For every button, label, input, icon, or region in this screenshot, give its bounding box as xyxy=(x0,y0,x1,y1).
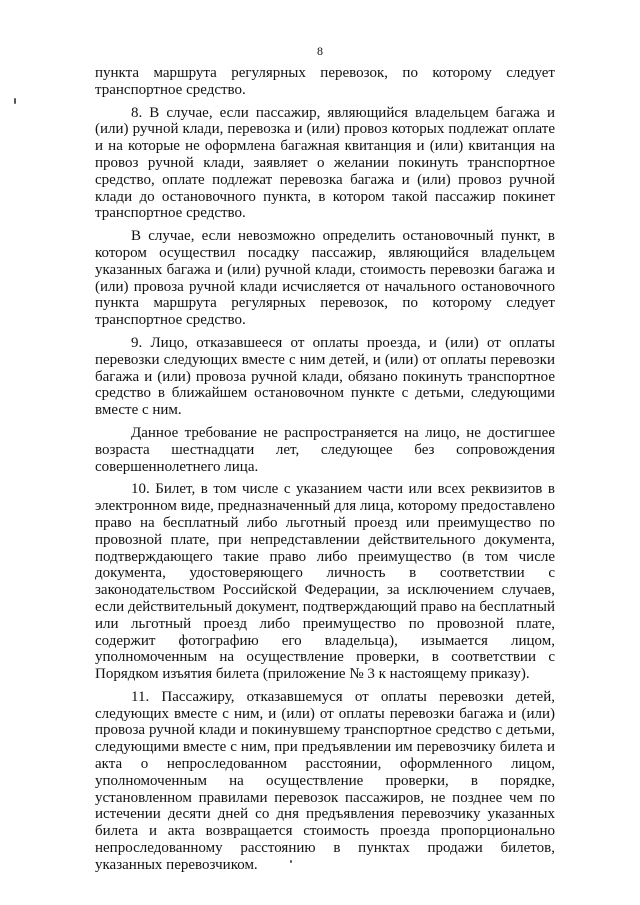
page-number: 8 xyxy=(317,44,323,58)
paragraph-item-10: 10. Билет, в том числе с указанием части или всех реквизитов в электронном виде, предназначенный для лица, которому предоставлено право на бесплатный либо льготный проезд или преимущество по провозной плате, при непредставлении действительного документа, подтверждающего такие право либо преимущество (в том числе документа, удостоверяющего личность в соответствии с законодательством Российской Федерации, за исключением случаев, если действительный документ, подтверждающий право на бесплатный или льготный проезд либо преимущество по провозной плате, содержит фотографию его владельца), изымается лицом, уполномоченным на осуществление проверки, в соответствии с Порядком изъятия билета (приложение № 3 к настоящему приказу). xyxy=(95,481,555,683)
scan-speck xyxy=(14,98,16,104)
paragraph-item-8-cont: В случае, если невозможно определить остановочный пункт, в котором осуществил посадку пассажир, являющийся владельцем указанных багажа и (или) ручной клади, стоимость перевозки багажа и (или) провоза ручной клади исчисляется от начального остановочного пункта маршрута регулярных перевозок, по которому следует транспортное средство. xyxy=(95,228,555,329)
paragraph-item-9: 9. Лицо, отказавшееся от оплаты проезда, и (или) от оплаты перевозки следующих вместе с ним детей, и (или) от оплаты перевозки багажа и (или) провоза ручной клади, обязано покинуть транспортное средство в ближайшем остановочном пункте с детьми, следующими вместе с ним. xyxy=(95,334,555,419)
scan-speck xyxy=(290,860,292,863)
paragraph-continuation: пункта маршрута регулярных перевозок, по которому следует транспортное средство. xyxy=(95,65,555,98)
paragraph-item-9-cont: Данное требование не распространяется на лицо, не достигшее возраста шестнадцати лет, следующее без сопровождения совершеннолетнего лица. xyxy=(95,424,555,475)
paragraph-item-11: 11. Пассажиру, отказавшемуся от оплаты перевозки детей, следующих вместе с ним, и (или) от оплаты перевозки багажа и (или) провоза ручной клади и покинувшему транспортное средство с детьми, следующими вместе с ним, при предъявлении им перевозчику билета и акта о непроследованном расстоянии, оформленного лицом, уполномоченным на осуществление проверки, в порядке, установленном правилами перевозок пассажиров, не позднее чем по истечении десяти дней со дня предъявления перевозчику указанных билета и акта возвращается стоимость проезда пропорционально непроследованному расстоянию в пунктах продажи билетов, указанных перевозчиком. xyxy=(95,688,555,873)
document-body xyxy=(95,65,555,874)
paragraph-item-8: 8. В случае, если пассажир, являющийся владельцем багажа и (или) ручной клади, перевозка и (или) провоз которых подлежат оплате и на которые не оформлена багажная квитанция и (или) квитанция на провоз ручной клади, заявляет о желании покинуть транспортное средство, оплате подлежат перевозка багажа и (или) провоз ручной клади до остановочного пункта, в котором такой пассажир покинет транспортное средство. xyxy=(95,104,555,222)
